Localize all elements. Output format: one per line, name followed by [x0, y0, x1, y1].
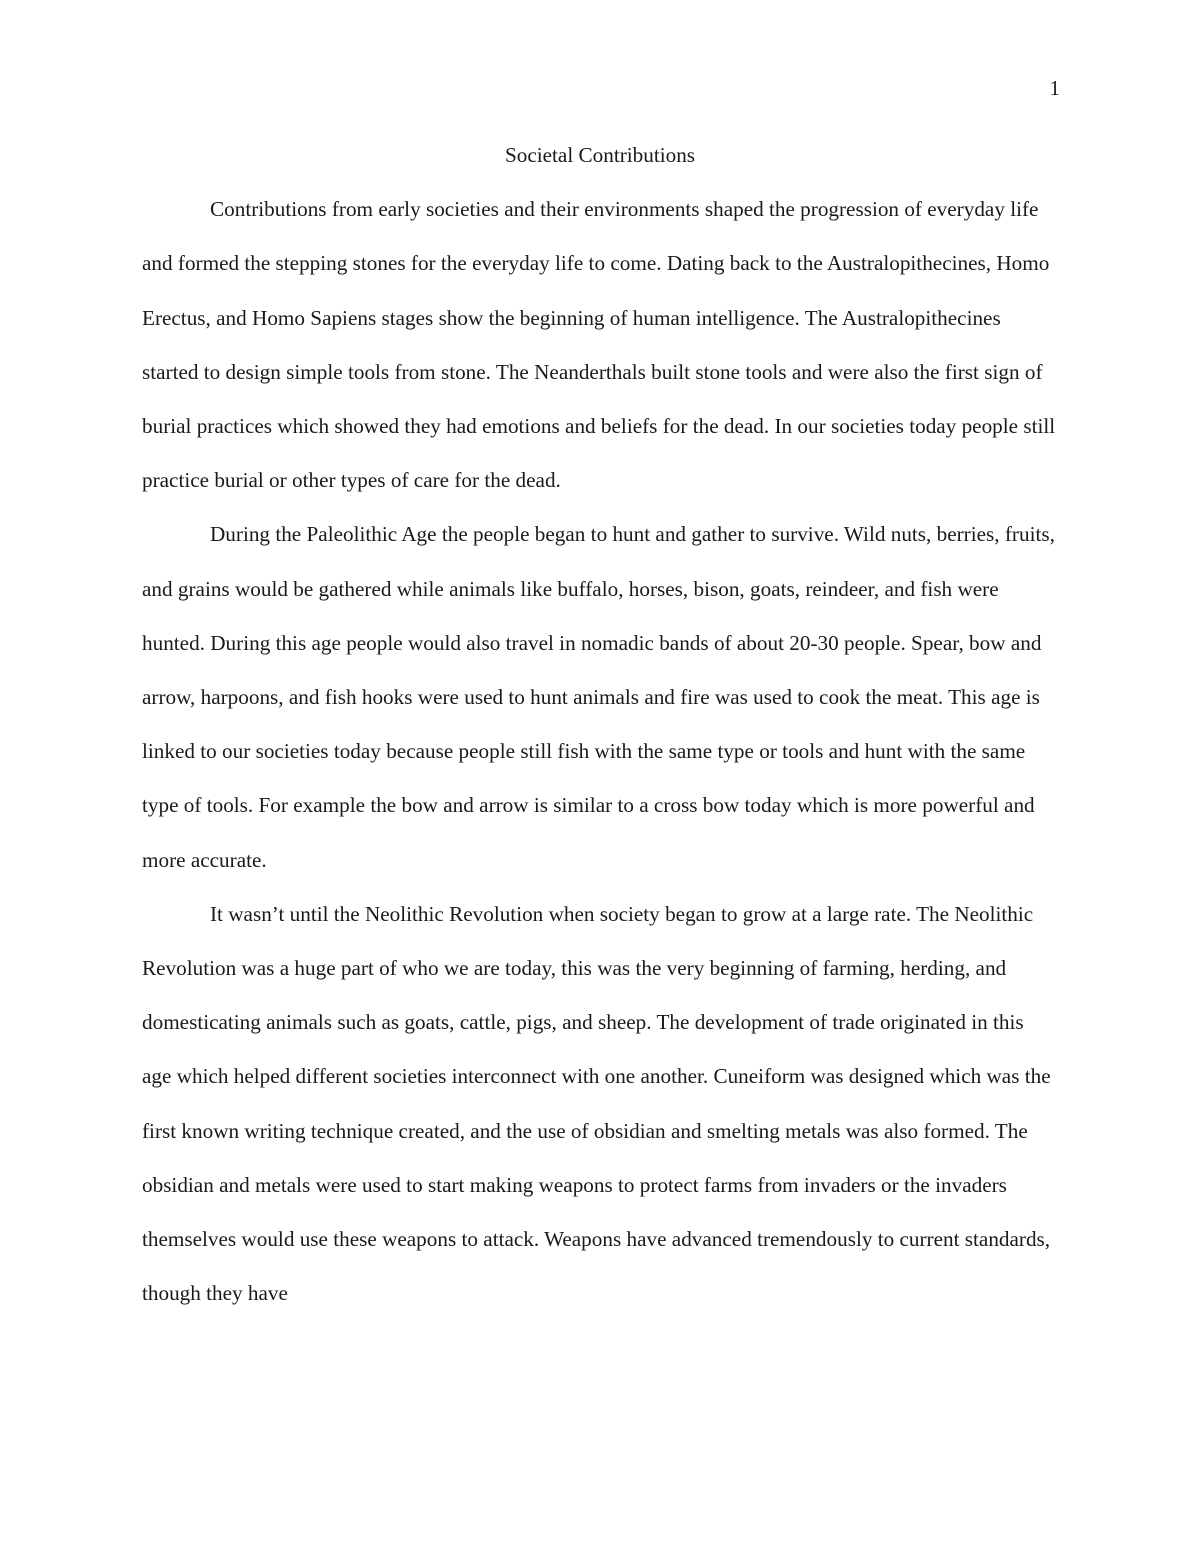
paragraph-1: Contributions from early societies and their environments shaped the progression of everyday life and formed the stepping stones for the everyday life to come. Dating back to the Australopithecines, Homo Erectus, and Homo Sapiens stages show the beginning of human intelligence. The Australopithecines started to design simple tools from stone. The Neanderthals built stone tools and were also the first sign of burial practices which showed they had emotions and beliefs for the dead. In our societies today people still practice burial or other types of care for the dead. — [142, 197, 1056, 493]
paragraph-2: During the Paleolithic Age the people began to hunt and gather to survive. Wild nuts, berries, fruits, and grains would be gathered while animals like buffalo, horses, bison, goats, reindeer, and fish were hunted. During this age people would also travel in nomadic bands of about 20-30 people. Spear, bow and arrow, harpoons, and fish hooks were used to hunt animals and fire was used to cook the meat. This age is linked to our societies today because people still fish with the same type or tools and hunt with the same type of tools. For example the bow and arrow is similar to a cross bow today which is more powerful and more accurate. — [142, 522, 1055, 872]
document-title: Societal Contributions — [504, 143, 696, 167]
document-body — [142, 128, 1058, 1320]
page-number: 1 — [1049, 76, 1060, 100]
paragraph-3: It wasn’t until the Neolithic Revolution when society began to grow at a large rate. The Neolithic Revolution was a huge part of who we are today, this was the very beginning of farming, herding, and domesticating animals such as goats, cattle, pigs, and sheep. The development of trade originated in this age which helped different societies interconnect with one another. Cuneiform was designed which was the first known writing technique created, and the use of obsidian and smelting metals was also formed. The obsidian and metals were used to start making weapons to protect farms from invaders or the invaders themselves would use these weapons to attack. Weapons have advanced tremendously to current standards, though they have — [142, 901, 1051, 1306]
